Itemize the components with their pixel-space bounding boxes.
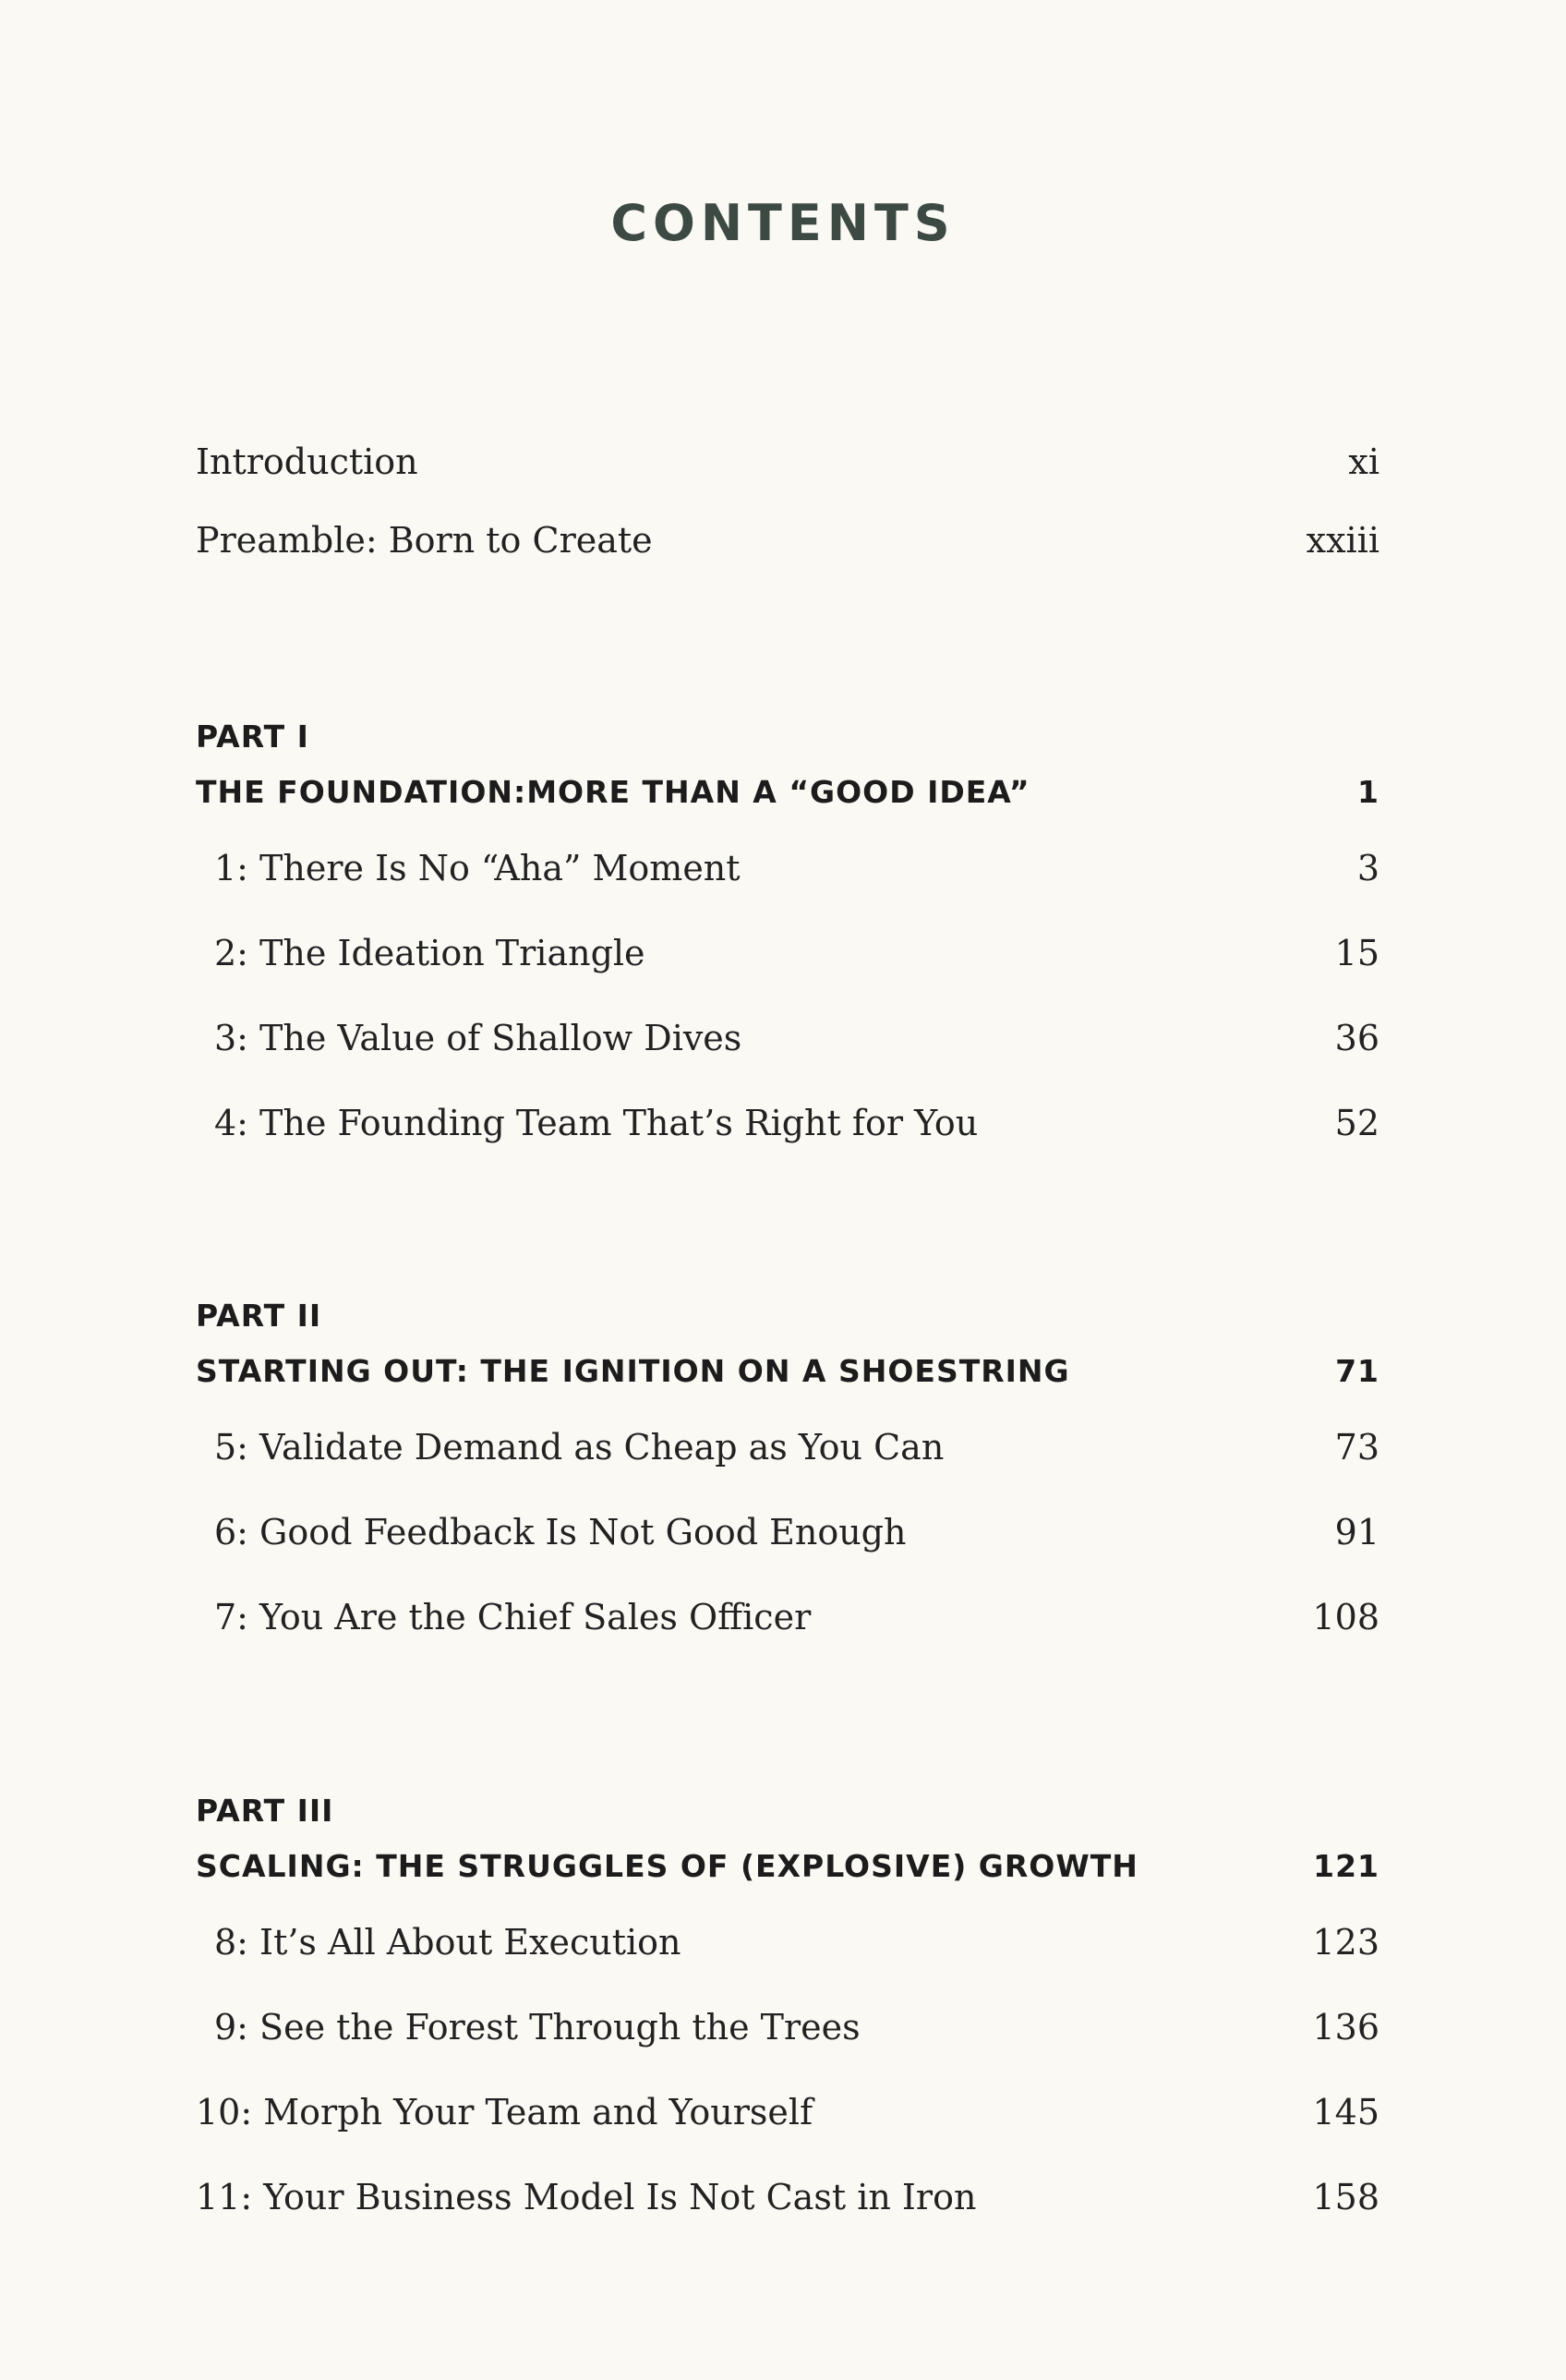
entry-label: 7: You Are the Chief Sales Officer	[214, 1597, 812, 1637]
entry-label: 10: Morph Your Team and Yourself	[196, 2092, 813, 2132]
page-title: CONTENTS	[610, 194, 956, 252]
entry-label: 2: The Ideation Triangle	[214, 933, 645, 973]
entry-label: 4: The Founding Team That’s Right for You	[214, 1103, 979, 1143]
entry-page-number: 15	[1334, 933, 1379, 973]
entry-page-number: 108	[1312, 1597, 1379, 1637]
entry-page-number: 73	[1334, 1427, 1379, 1468]
toc-entry-chapter[interactable]	[196, 933, 1379, 973]
entry-label: 5: Validate Demand as Cheap as You Can	[214, 1427, 945, 1468]
toc-entry-preamble[interactable]	[196, 520, 1379, 561]
part-title-row[interactable]	[196, 1353, 1379, 1389]
entry-page-number: 3	[1356, 848, 1379, 888]
part-label: PART III	[196, 1793, 334, 1829]
part-title: THE FOUNDATION:MORE THAN A “GOOD IDEA”	[196, 774, 1030, 810]
entry-page-number: 145	[1312, 2092, 1379, 2132]
entry-page-number: 136	[1312, 2007, 1379, 2048]
part-page-number: 1	[1357, 774, 1379, 810]
toc-entry-chapter[interactable]	[196, 1597, 1379, 1637]
entry-label: 9: See the Forest Through the Trees	[214, 2007, 861, 2048]
part-title: SCALING: THE STRUGGLES OF (EXPLOSIVE) GROWTH	[196, 1848, 1138, 1884]
toc-entry-chapter[interactable]	[196, 1427, 1379, 1468]
entry-page-number: 52	[1334, 1103, 1379, 1143]
entry-label: 3: The Value of Shallow Dives	[214, 1018, 742, 1058]
part-page-number: 71	[1335, 1353, 1379, 1389]
entry-page-number: xi	[1348, 441, 1379, 482]
entry-label: 11: Your Business Model Is Not Cast in Iron	[196, 2177, 977, 2217]
toc-entry-chapter[interactable]	[196, 1103, 1379, 1143]
toc-entry-chapter[interactable]	[196, 1512, 1379, 1552]
entry-page-number: 158	[1312, 2177, 1379, 2217]
toc-entry-chapter[interactable]	[196, 2092, 1379, 2132]
entry-label: 6: Good Feedback Is Not Good Enough	[214, 1512, 907, 1552]
part-title: STARTING OUT: THE IGNITION ON A SHOESTRING	[196, 1353, 1070, 1389]
part-title-row[interactable]	[196, 774, 1379, 810]
part-title-row[interactable]	[196, 1848, 1379, 1884]
entry-label: Introduction	[196, 441, 418, 482]
toc-entry-chapter[interactable]	[196, 2177, 1379, 2217]
entry-label: Preamble: Born to Create	[196, 520, 653, 561]
entry-label: 8: It’s All About Execution	[214, 1922, 681, 1963]
toc-entry-introduction[interactable]	[196, 441, 1379, 482]
toc-entry-chapter[interactable]	[196, 2007, 1379, 2048]
entry-page-number: xxiii	[1306, 520, 1379, 561]
part-page-number: 121	[1313, 1848, 1379, 1884]
entry-page-number: 123	[1312, 1922, 1379, 1963]
toc-entry-chapter[interactable]	[196, 1922, 1379, 1963]
toc-entry-chapter[interactable]	[196, 848, 1379, 888]
part-label: PART I	[196, 719, 309, 755]
part-label: PART II	[196, 1298, 322, 1334]
entry-label: 1: There Is No “Aha” Moment	[214, 848, 741, 888]
toc-entry-chapter[interactable]	[196, 1018, 1379, 1058]
entry-page-number: 91	[1334, 1512, 1379, 1552]
entry-page-number: 36	[1334, 1018, 1379, 1058]
